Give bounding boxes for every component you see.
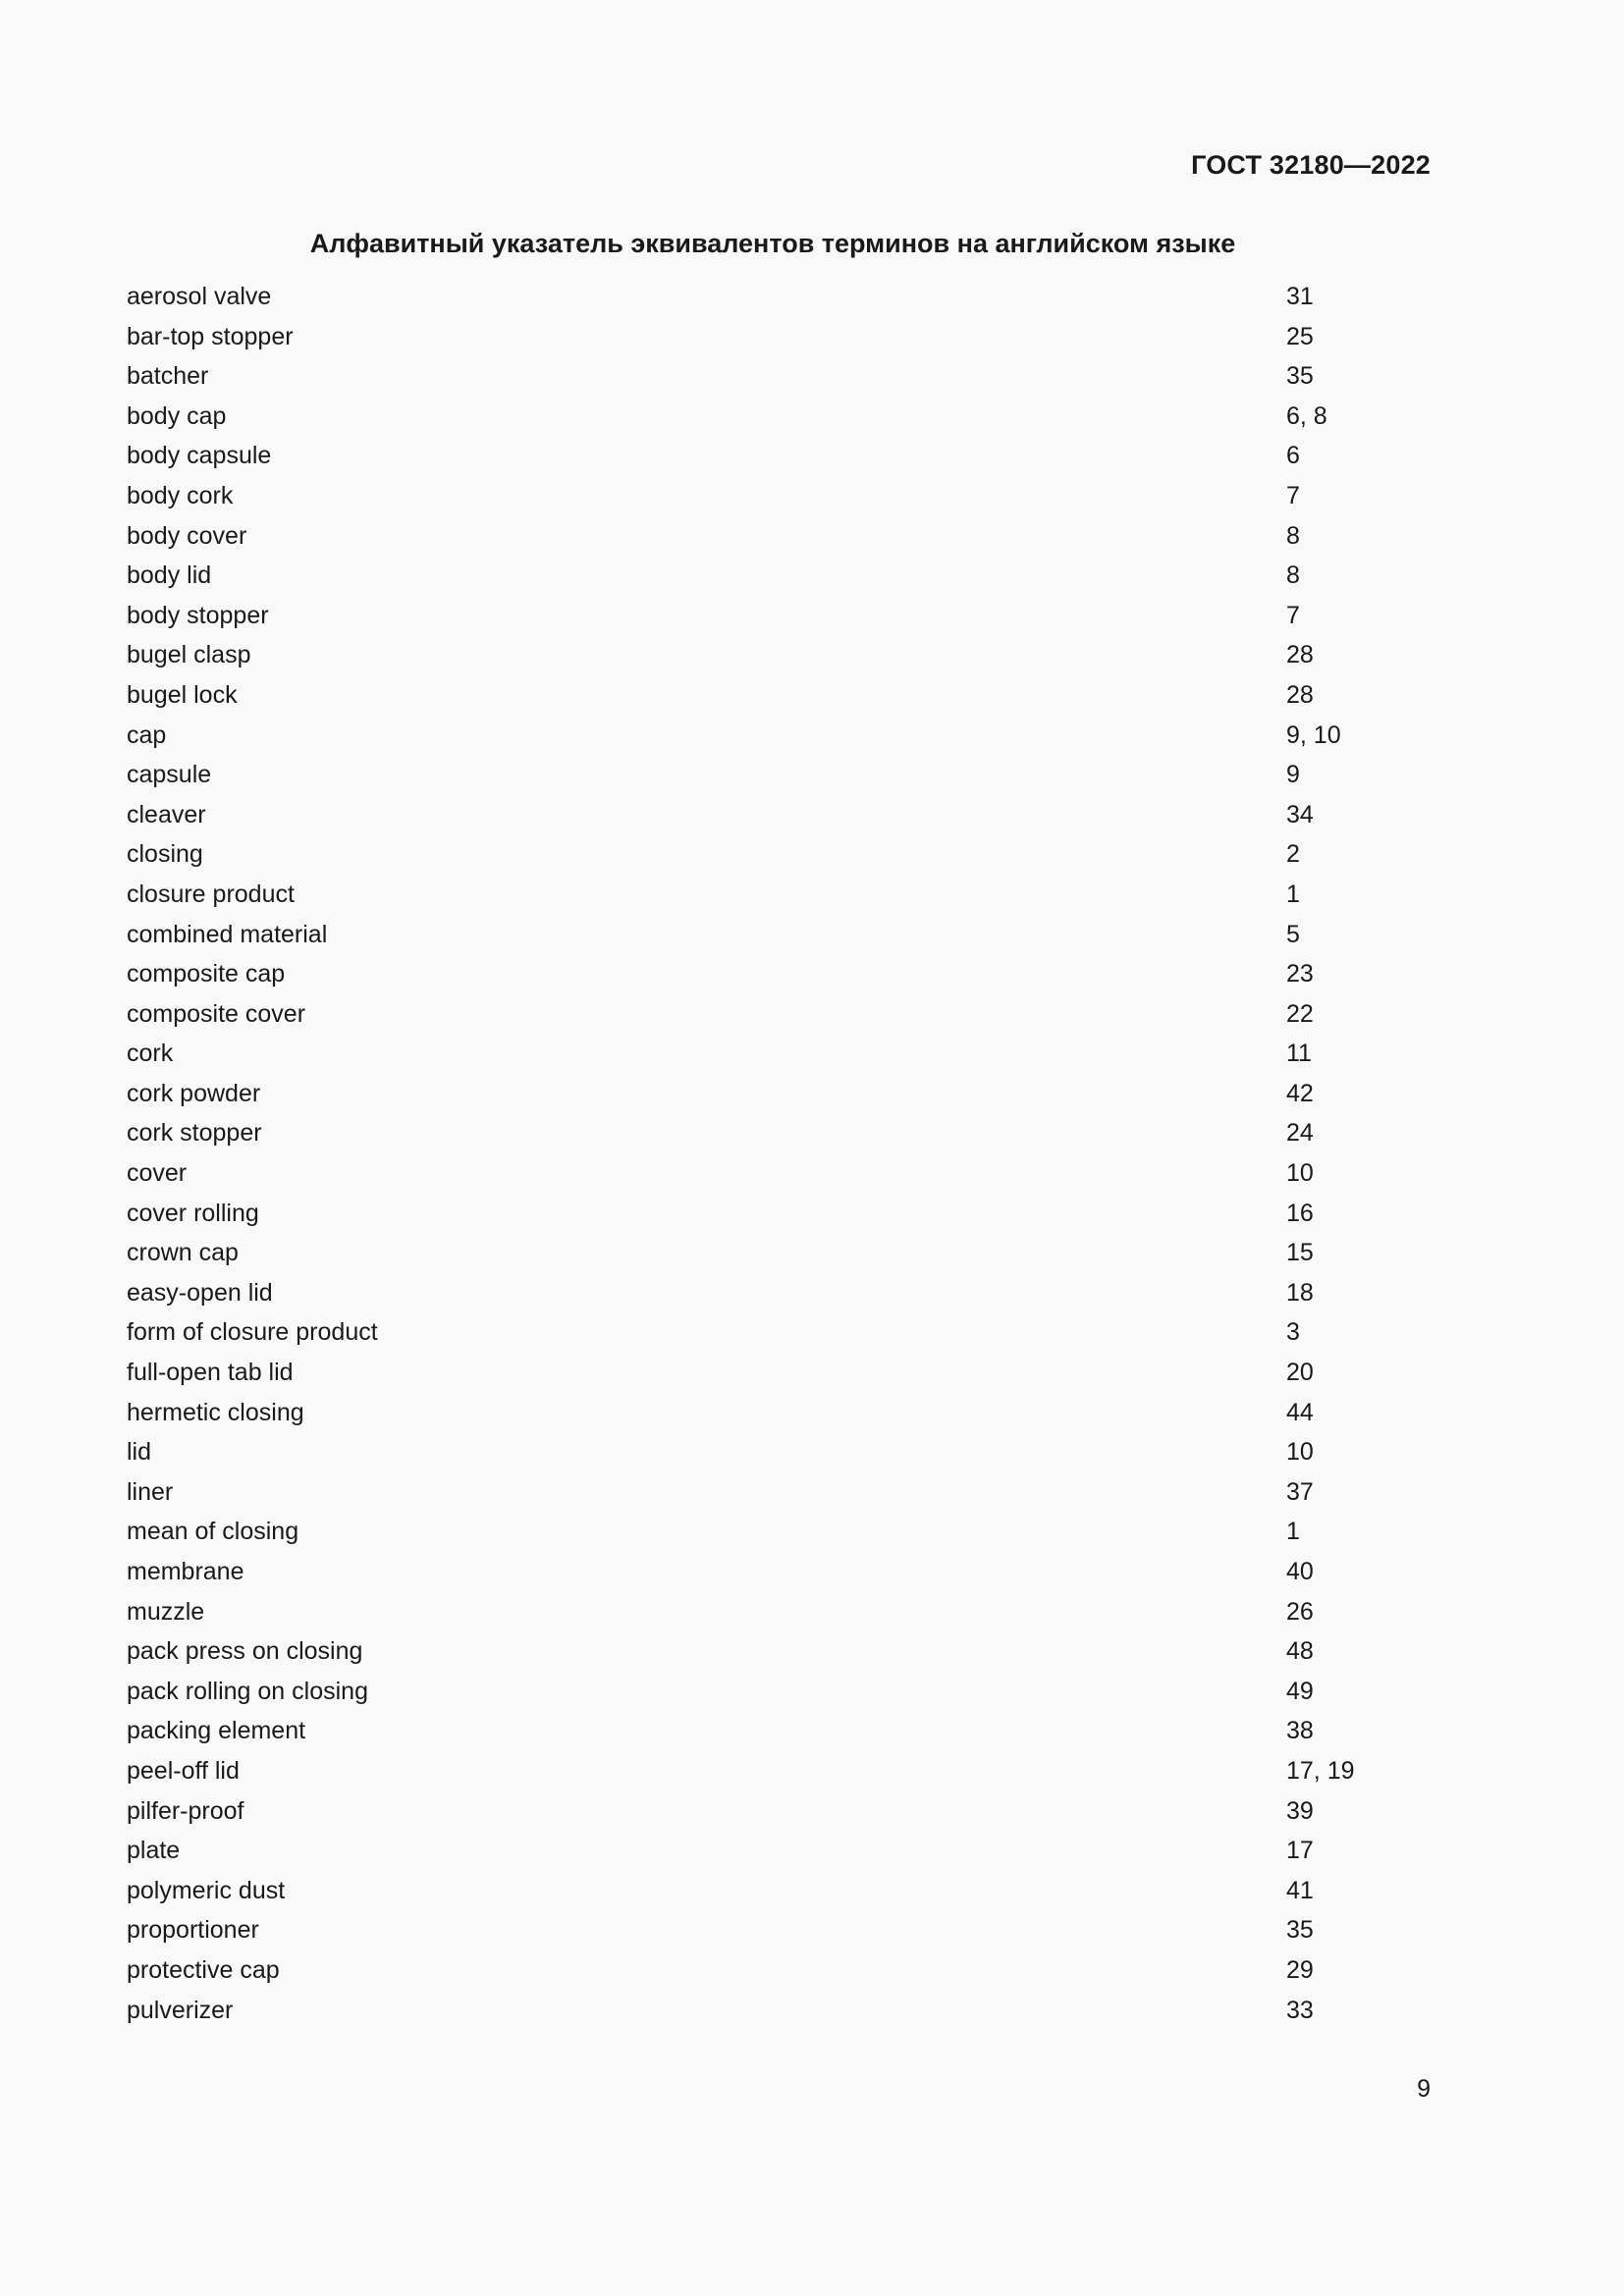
index-term-number: 17 [1286,1837,1314,1865]
index-entry [127,476,1403,516]
index-entry [127,1113,1403,1153]
index-entry [127,1034,1403,1074]
index-term: cork [127,1040,174,1068]
index-title: Алфавитный указатель эквивалентов терминов на английском языке [309,229,1236,258]
index-term-number: 24 [1286,1119,1314,1148]
index-term: liner [127,1477,174,1506]
index-entry [127,1831,1403,1871]
index-entry [127,795,1403,835]
index-term: cork stopper [127,1119,262,1148]
index-term: cork powder [127,1079,261,1107]
index-term: polymeric dust [127,1876,286,1904]
index-term-number: 7 [1286,601,1300,629]
index-term: full-open tab lid [127,1359,294,1387]
index-term-number: 33 [1286,1996,1314,2024]
index-term-number: 8 [1286,561,1300,590]
index-term: cap [127,721,167,749]
index-entry [127,596,1403,636]
index-term: body capsule [127,442,272,470]
index-entry [127,1153,1403,1194]
index-term: body cap [127,401,227,430]
index-term: muzzle [127,1597,205,1626]
index-term-number: 35 [1286,362,1314,391]
index-term: lid [127,1438,152,1467]
index-entry [127,716,1403,756]
index-term-number: 15 [1286,1239,1314,1267]
index-term-number: 39 [1286,1796,1314,1825]
index-entry [127,875,1403,915]
index-term: pack press on closing [127,1637,363,1666]
index-term: composite cap [127,960,286,988]
index-term: hermetic closing [127,1398,304,1426]
index-term-number: 5 [1286,920,1300,948]
index-term: mean of closing [127,1518,299,1546]
index-entry [127,1751,1403,1791]
index-term: pack rolling on closing [127,1677,368,1705]
index-term-number: 2 [1286,840,1300,869]
index-term-number: 3 [1286,1318,1300,1347]
index-entry [127,994,1403,1035]
index-term-number: 8 [1286,521,1300,550]
index-term-number: 41 [1286,1876,1314,1904]
index-term-number: 6, 8 [1286,401,1327,430]
index-term: body cover [127,521,247,550]
index-term-number: 48 [1286,1637,1314,1666]
index-entry [127,1871,1403,1911]
index-term-number: 22 [1286,999,1314,1028]
index-entry [127,1233,1403,1273]
index-entry [127,556,1403,596]
index-term-number: 42 [1286,1079,1314,1107]
index-term: batcher [127,362,209,391]
index-entry [127,1273,1403,1313]
index-entry [127,397,1403,437]
index-entry [127,1631,1403,1672]
index-entry [127,1194,1403,1234]
page-number: 9 [1417,2075,1431,2103]
index-entry [127,1991,1403,2031]
index-term: plate [127,1837,181,1865]
index-term: crown cap [127,1239,239,1267]
index-term-number: 31 [1286,283,1314,310]
index-term: packing element [127,1717,306,1745]
index-term: form of closure product [127,1318,378,1347]
index-term-number: 20 [1286,1359,1314,1387]
index-entry [127,317,1403,357]
index-entry [127,1910,1403,1950]
index-entry [127,675,1403,716]
index-term: composite cover [127,999,306,1028]
index-entry [127,834,1403,875]
index-term-number: 49 [1286,1677,1314,1705]
index-term-number: 1 [1286,880,1300,908]
index-term: cleaver [127,800,206,828]
index-term-number: 10 [1286,1438,1314,1467]
index-term: pulverizer [127,1996,234,2024]
index-term-number: 9 [1286,761,1300,789]
index-entry [127,1791,1403,1832]
index-entry [127,1552,1403,1592]
index-term: cover [127,1159,188,1188]
index-term: body lid [127,561,212,590]
index-term-number: 38 [1286,1717,1314,1745]
index-term: easy-open lid [127,1278,273,1307]
index-entry [127,1312,1403,1353]
index-term-number: 11 [1286,1040,1312,1068]
index-term: body cork [127,481,234,509]
index-term-number: 26 [1286,1597,1314,1626]
index-term: peel-off lid [127,1756,240,1785]
index-term: membrane [127,1558,244,1585]
index-term-number: 7 [1286,481,1300,509]
index-entry [127,1074,1403,1114]
index-term-number: 35 [1286,1916,1314,1945]
index-entry [127,1592,1403,1632]
index-entry [127,1353,1403,1393]
index-term: closing [127,840,203,869]
index-entry [127,954,1403,994]
index-term-number: 9, 10 [1286,721,1341,749]
index-term: cover rolling [127,1199,259,1227]
index-term: bugel clasp [127,641,251,669]
index-entry [127,1711,1403,1751]
index-term-number: 18 [1286,1278,1314,1307]
index-term: protective cap [127,1955,280,1984]
index-term-number: 28 [1286,680,1314,709]
index-entry [127,1472,1403,1513]
index-entry [127,1393,1403,1433]
index-entry [127,436,1403,476]
index-term: aerosol valve [127,283,272,310]
index-term-number: 17, 19 [1286,1756,1355,1785]
index-entry [127,755,1403,795]
index-term-number: 34 [1286,800,1314,828]
index-entry [127,1672,1403,1712]
index-term: body stopper [127,601,269,629]
index-term-number: 1 [1286,1518,1300,1546]
index-term-number: 16 [1286,1199,1314,1227]
index-term: combined material [127,920,328,948]
index-term-number: 40 [1286,1558,1314,1585]
index-term-number: 28 [1286,641,1314,669]
index-term-number: 10 [1286,1159,1314,1188]
index-term-number: 29 [1286,1955,1314,1984]
term-index-list [127,277,1403,2030]
index-entry [127,516,1403,557]
index-term: proportioner [127,1916,259,1945]
index-term: pilfer-proof [127,1796,244,1825]
index-term-number: 44 [1286,1398,1314,1426]
index-term: closure product [127,880,295,908]
index-entry [127,356,1403,397]
index-term: capsule [127,761,212,789]
index-entry [127,1512,1403,1552]
index-term-number: 25 [1286,322,1314,350]
index-entry [127,277,1403,317]
index-term: bugel lock [127,680,238,709]
index-term-number: 6 [1286,442,1300,470]
index-entry [127,1432,1403,1472]
index-entry [127,1950,1403,1991]
index-entry [127,915,1403,955]
index-term: bar-top stopper [127,322,294,350]
index-term-number: 37 [1286,1477,1314,1506]
index-entry [127,635,1403,675]
document-code: ГОСТ 32180—2022 [1191,150,1431,180]
index-term-number: 23 [1286,960,1314,988]
